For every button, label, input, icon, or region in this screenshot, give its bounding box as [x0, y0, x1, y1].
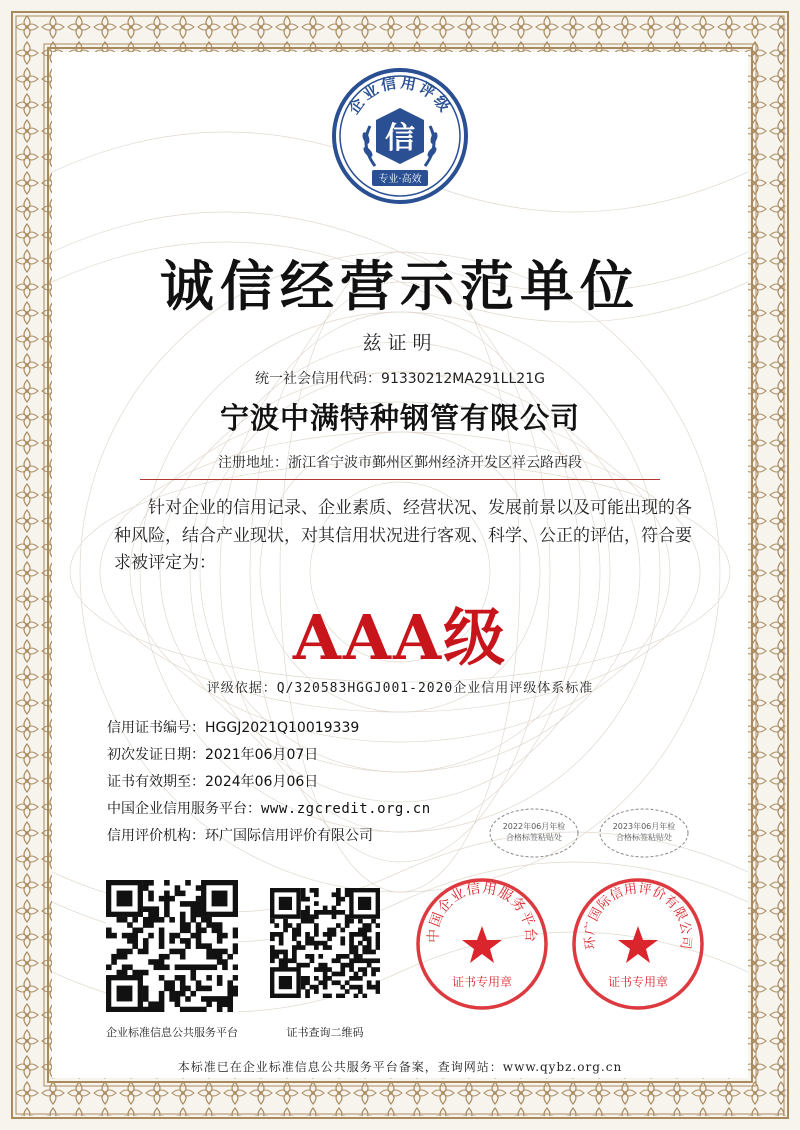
seal-credit-platform	[412, 874, 552, 1014]
assessment-text: 针对企业的信用记录、企业素质、经营状况、发展前景以及可能出现的各种风险，结合产业现状，对其信用状况进行客观、科学、公正的评估，符合要求被评定为：	[114, 498, 692, 573]
sticker-line2: 合格标签粘贴处	[616, 833, 672, 842]
detail-label: 信用评价机构：	[107, 828, 205, 844]
registered-address: 注册地址：浙江省宁波市鄞州区鄞州经济开发区祥云路西段	[218, 455, 582, 471]
qr-caption: 企业标准信息公共服务平台	[106, 1026, 238, 1039]
seal-bottom-text: 证书专用章	[607, 975, 669, 989]
seal-text: 中国企业信用服务平台	[425, 880, 539, 944]
logo-bottom-text: 专业·高效	[378, 174, 422, 185]
detail-label: 信用证书编号：	[107, 720, 205, 736]
sticker-line1: 2022年06月年检	[502, 822, 566, 831]
qr-code-icon	[270, 888, 380, 998]
detail-value: 环广国际信用评价有限公司	[205, 828, 373, 844]
certificate-subtitle: 兹证明	[362, 332, 438, 354]
detail-rating-agency	[107, 825, 373, 845]
rating-basis: 评级依据：Q/320583HGGJ001-2020企业信用评级体系标准	[206, 681, 594, 696]
detail-value: 2021年06月07日	[205, 747, 319, 763]
detail-value: www.zgcredit.org.cn	[261, 801, 431, 817]
seal-text: 环广国际信用评价有限公司	[582, 881, 694, 951]
detail-label: 初次发证日期：	[107, 747, 205, 763]
detail-label: 证书有效期至：	[107, 774, 205, 790]
detail-expiry-date	[107, 771, 318, 791]
sticker-line1: 2023年06月年检	[612, 822, 676, 831]
qr-caption: 证书查询二维码	[286, 1026, 364, 1039]
footer-note: 本标准已在企业标准信息公共服务平台备案，查询网站：www.qybz.org.cn	[177, 1060, 623, 1074]
company-name: 宁波中满特种钢管有限公司	[219, 401, 580, 435]
credit-grade: AAA级	[292, 601, 508, 674]
detail-value: 2024年06月06日	[205, 774, 319, 790]
certificate-title: 诚信经营示范单位	[160, 254, 640, 318]
seal-bottom-text: 证书专用章	[451, 975, 513, 989]
detail-issue-date	[107, 744, 318, 764]
inspection-sticker-2023	[598, 807, 690, 859]
divider	[140, 479, 660, 480]
qr-code-standards-platform[interactable]	[106, 880, 257, 1040]
credit-rating-logo	[330, 66, 470, 206]
sticker-line2: 合格标签粘贴处	[506, 833, 562, 842]
certificate-body	[52, 52, 748, 1078]
detail-service-platform	[107, 798, 431, 818]
detail-certificate-number	[107, 717, 359, 737]
qr-code-certificate-query[interactable]	[270, 888, 410, 1040]
logo-glyph: 信	[385, 121, 415, 156]
credit-code: 统一社会信用代码：91330212MA291LL21G	[255, 371, 545, 387]
detail-label: 中国企业信用服务平台：	[107, 801, 261, 817]
inspection-sticker-2022	[488, 807, 580, 859]
seal-rating-agency	[568, 874, 708, 1014]
detail-value: HGGJ2021Q10019339	[205, 720, 360, 736]
logo-arc-text: 企业信用评级	[344, 73, 456, 118]
qr-code-icon	[106, 880, 238, 1012]
